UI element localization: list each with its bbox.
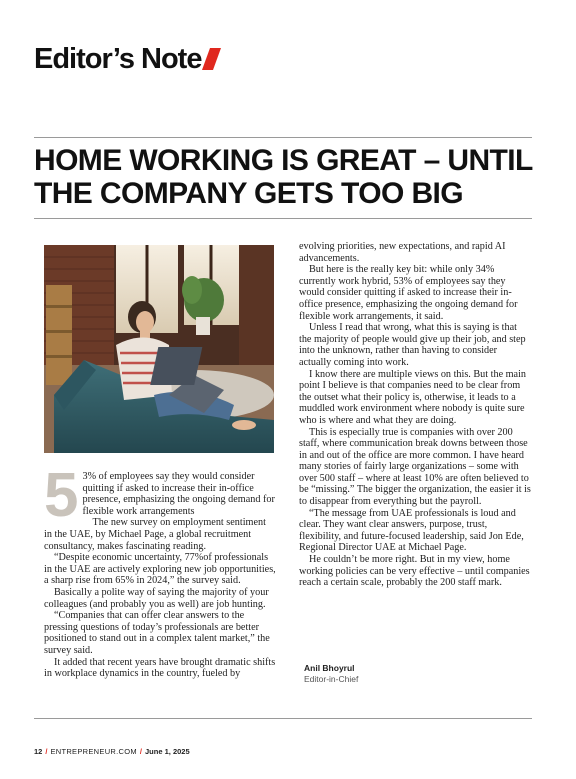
divider-top xyxy=(34,137,532,138)
article-paragraph: This is especially true is companies with over 200 staff, where communication break downs between those in and out of the office are more common. I have heard many stories of fairly large organizations – some with over 500 staff – where at least 10% are often believed to be “missing.” The bigger the organization, the easier it is to disappear from everything but the payroll. xyxy=(299,426,531,508)
article-column-left xyxy=(44,461,276,680)
author-signature xyxy=(304,663,358,685)
article-paragraph: “Despite economic uncertainty, 77%of professionals in the UAE are actively exploring new job opportunities, a sharp rise from 65% in 2024,” the survey said. xyxy=(44,552,276,587)
section-title: Editor’s Note xyxy=(34,43,217,76)
article-paragraph: I know there are multiple views on this. But the main point I believe is that companies need to be clear from the outset what their policy is, otherwise, it leads to a muddled work environment where nobody is quite sure who is where and what they are doing. xyxy=(299,368,527,426)
issue-date: June 1, 2025 xyxy=(145,747,190,756)
article-paragraph: “Companies that can offer clear answers to the pressing questions of today’s professionals are better positioned to stand out in a complex talent market,” the survey said. xyxy=(44,610,270,656)
publication-name: ENTREPRENEUR.COM xyxy=(50,747,137,756)
article-paragraph: “The message from UAE professionals is loud and clear. They want clear answers, purpose, trust, flexibility, and future-focused leadership, said Jon Ede, Regional Director UAE at Michael Page. xyxy=(299,507,524,554)
red-slash-icon: / xyxy=(45,747,48,756)
headline: HOME WORKING IS GREAT – UNTIL THE COMPANY GETS TOO BIG xyxy=(34,144,533,210)
article-paragraph: The new survey on employment sentiment in the UAE, by Michael Page, a global recruitment consultancy, makes fascinating reading. xyxy=(44,517,266,552)
author-role: Editor-in-Chief xyxy=(304,674,359,684)
divider-headline xyxy=(34,218,532,219)
article-paragraph: Unless I read that wrong, what this is saying is that the majority of people would give up their job, and step into the unknown, rather than having to consider actually coming into work. xyxy=(299,322,526,368)
article-column-right xyxy=(299,241,531,589)
article-paragraph: Basically a polite way of saying the majority of your colleagues (and probably you as well) are job hunting. xyxy=(44,586,269,610)
lead-paragraph: 3% of employees say they would consider quitting if asked to increase their in-office presence, emphasizing the ongoing demand for flexible work arrangements xyxy=(82,471,275,517)
red-slash-icon xyxy=(202,48,221,70)
page-number: 12 xyxy=(34,747,43,756)
divider-bottom xyxy=(34,718,532,719)
dropcap: 5 xyxy=(44,461,79,530)
article-paragraph: evolving priorities, new expectations, and rapid AI advancements. xyxy=(299,241,506,264)
article-paragraph: He couldn’t be more right. But in my view, home working policies can be very effective – until companies reach a certain scale, probably the 200 staff mark. xyxy=(299,554,530,589)
woman-working-on-laptop-photo xyxy=(44,245,274,453)
page-footer xyxy=(34,747,190,756)
article-paragraph: But here is the really key bit: while only 34% currently work hybrid, 53% of employees say they would consider quitting if asked to increase their in-office presence, emphasizing the ongoing demand for flexible work arrangements, it said. xyxy=(299,264,518,322)
author-name: Anil Bhoyrul xyxy=(304,663,355,673)
red-slash-icon: / xyxy=(139,747,143,756)
article-paragraph: It added that recent years have brought dramatic shifts in workplace dynamics in the country, fueled by xyxy=(44,656,276,680)
